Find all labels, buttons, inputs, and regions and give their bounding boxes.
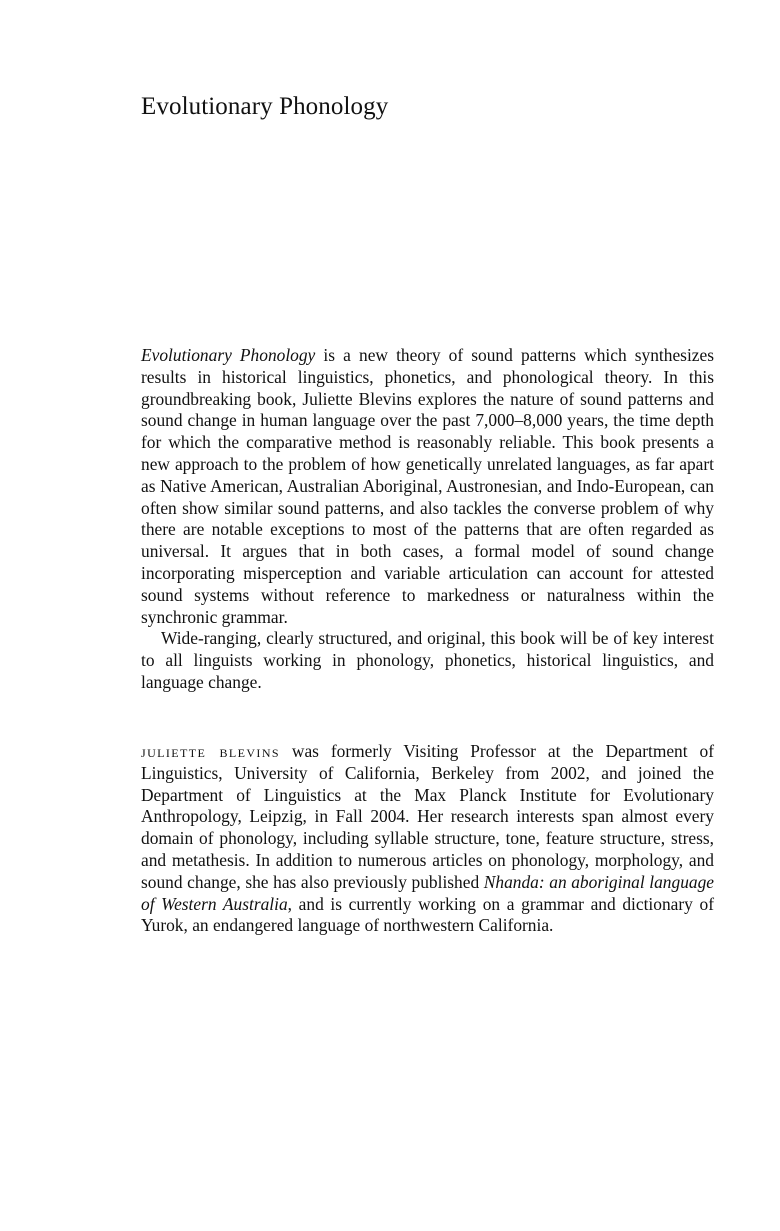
author-bio-text-2: , and is currently working on a grammar and dictionary of Yurok, an endangered language of northwestern California. xyxy=(141,893,714,936)
publication-title: Nhanda: an aboriginal language of Western Australia xyxy=(141,871,714,914)
page-title: Evolutionary Phonology xyxy=(141,93,389,120)
description-paragraph-2: Wide-ranging, clearly structured, and original, this book will be of key interest to all linguists working in phonology, phonetics, historical linguistics, and language change. xyxy=(141,628,714,692)
author-bio xyxy=(141,741,714,937)
author-bio-text-1: was formerly Visiting Professor at the Department of Linguistics, University of California, Berkeley from 2002, and joined the Department of Linguistics at the Max Planck Institute for Evolutionary Anthropology, Leipzig, in Fall 2004. Her research interests span almost every domain of phonology, including syllable structure, tone, feature structure, stress, and metathesis. In addition to numerous articles on phonology, morphology, and sound change, she has also previously published xyxy=(141,741,714,892)
description-paragraph-1-text: is a new theory of sound patterns which synthesizes results in historical linguistics, phonetics, and phonological theory. In this groundbreaking book, Juliette Blevins explores the nature of sound patterns and sound change in human language over the past 7,000–8,000 years, the time depth for which the comparative method is reasonably reliable. This book presents a new approach to the problem of how genetically unrelated languages, as far apart as Native American, Australian Aboriginal, Austronesian, and Indo-European, can often show similar sound patterns, and also tackles the converse problem of why there are notable exceptions to most of the patterns that are often regarded as universal. It argues that in both cases, a formal model of sound change incorporating misperception and variable articulation can account for attested sound systems without reference to markedness or naturalness within the synchronic grammar. xyxy=(141,345,714,627)
description-paragraph-1 xyxy=(141,345,714,628)
book-title-italic: Evolutionary Phonology xyxy=(141,345,316,365)
author-name: juliette blevins xyxy=(141,741,280,761)
book-description xyxy=(141,345,714,694)
